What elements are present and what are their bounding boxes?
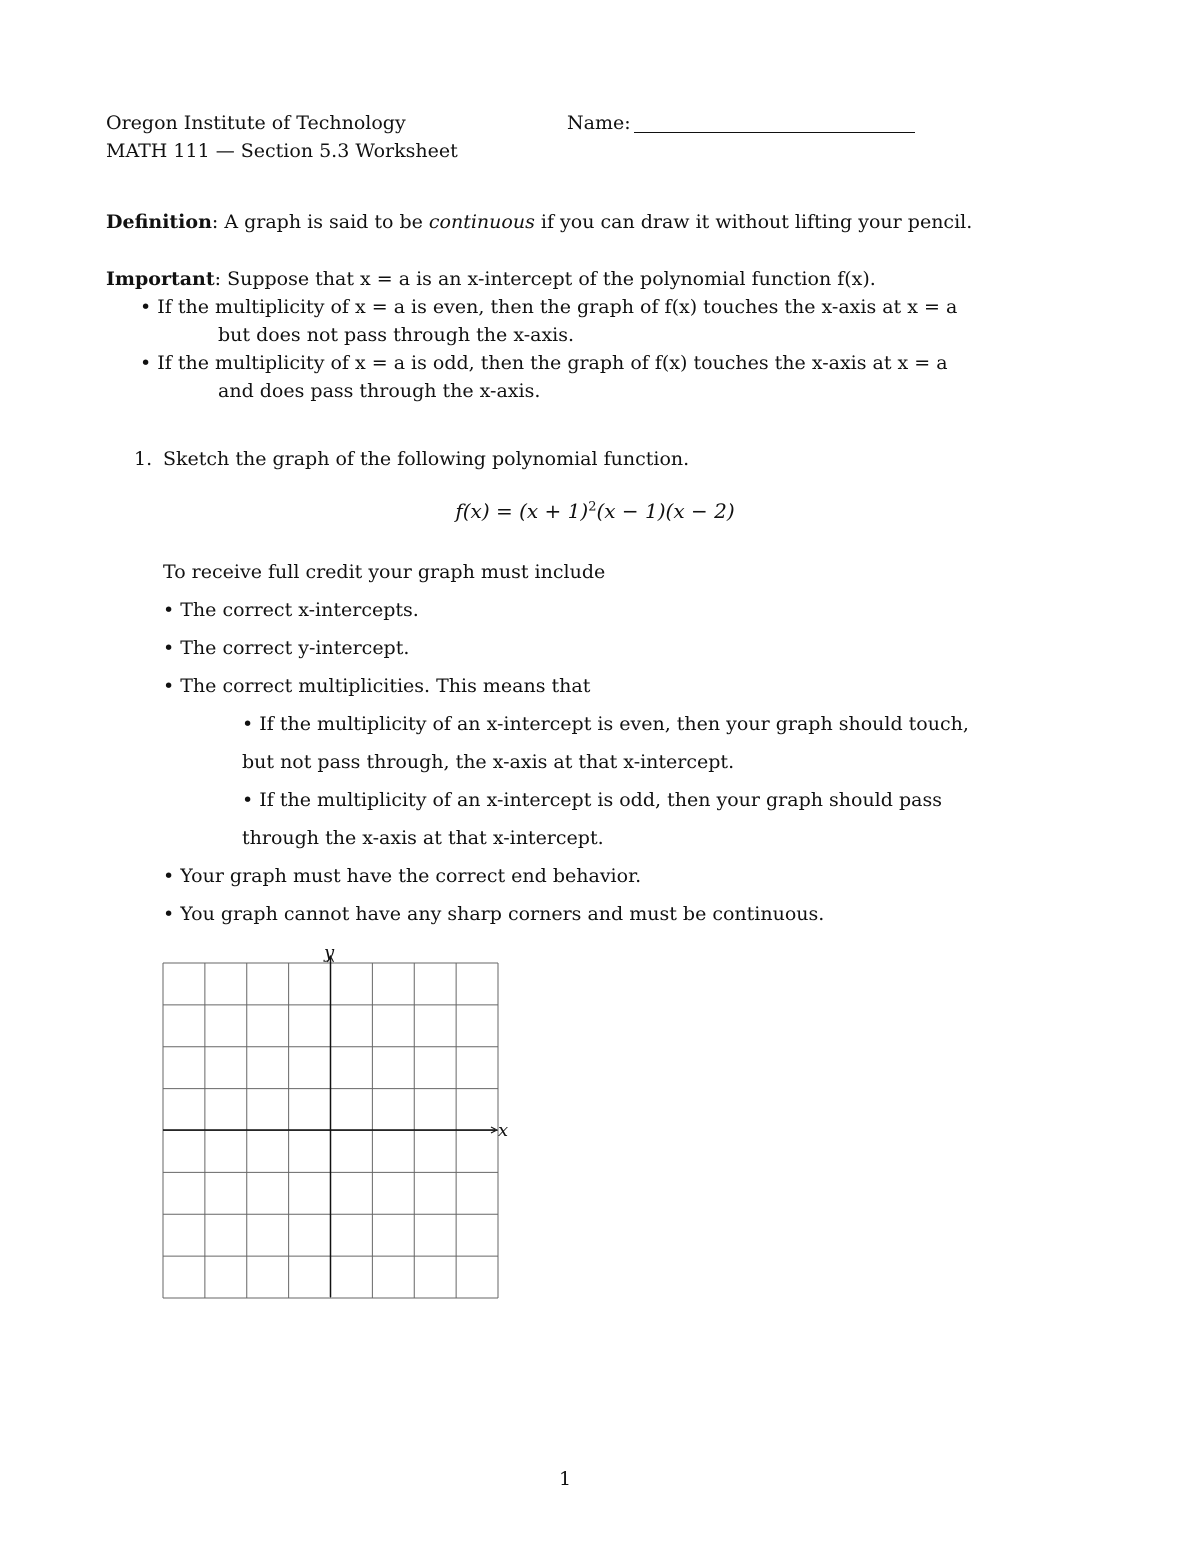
equation-part-2: (x − 1)(x − 2) xyxy=(596,499,735,523)
definition-text-after: if you can draw it without lifting your pencil. xyxy=(534,211,973,233)
important-bullet-2-line-2: and does pass through the x-axis. xyxy=(218,380,541,402)
definition-text-before: : A graph is said to be xyxy=(211,211,429,233)
criteria-item: • The correct x-intercepts. xyxy=(163,599,419,621)
criteria-item: • Your graph must have the correct end behavior. xyxy=(163,865,642,887)
definition-label: Definition xyxy=(106,211,212,233)
sub-criteria-item: through the x-axis at that x-intercept. xyxy=(242,827,604,849)
name-label: Name: xyxy=(567,112,631,134)
important-paragraph xyxy=(106,267,876,291)
x-axis-label: x xyxy=(498,1120,509,1141)
important-intro: : Suppose that x = a is an x-intercept of the polynomial function f(x). xyxy=(214,268,876,290)
definition-paragraph xyxy=(106,210,972,234)
coordinate-grid[interactable] xyxy=(150,938,530,1308)
polynomial-equation xyxy=(0,499,1190,523)
important-label: Important xyxy=(106,268,215,290)
important-bullet-2-line-1: • If the multiplicity of x = a is odd, then the graph of f(x) touches the x-axis at x = a xyxy=(140,352,948,374)
definition-term: continuous xyxy=(428,211,535,233)
y-axis-label: y xyxy=(324,942,335,963)
page-number: 1 xyxy=(558,1468,572,1490)
course-title: MATH 111 — Section 5.3 Worksheet xyxy=(106,140,458,162)
name-blank-line[interactable] xyxy=(634,132,915,133)
problem-prompt: Sketch the graph of the following polynomial function. xyxy=(163,448,690,470)
criteria-item: • The correct multiplicities. This means that xyxy=(163,675,591,697)
important-bullet-1-line-1: • If the multiplicity of x = a is even, then the graph of f(x) touches the x-axis at x = a xyxy=(140,296,958,318)
criteria-item: • The correct y-intercept. xyxy=(163,637,410,659)
sub-criteria-item: • If the multiplicity of an x-intercept is odd, then your graph should pass xyxy=(242,789,942,811)
sub-criteria-item: • If the multiplicity of an x-intercept is even, then your graph should touch, xyxy=(242,713,969,735)
criteria-intro: To receive full credit your graph must include xyxy=(163,561,606,583)
equation-part-1: f(x) = (x + 1) xyxy=(455,499,589,523)
y-axis xyxy=(328,956,334,1297)
sub-criteria-item: but not pass through, the x-axis at that x-intercept. xyxy=(242,751,735,773)
institution-name: Oregon Institute of Technology xyxy=(106,112,406,134)
problem-number: 1. xyxy=(134,448,153,470)
criteria-item: • You graph cannot have any sharp corners and must be continuous. xyxy=(163,903,825,925)
important-bullet-1-line-2: but does not pass through the x-axis. xyxy=(218,324,575,346)
equation-exponent: 2 xyxy=(588,499,597,515)
